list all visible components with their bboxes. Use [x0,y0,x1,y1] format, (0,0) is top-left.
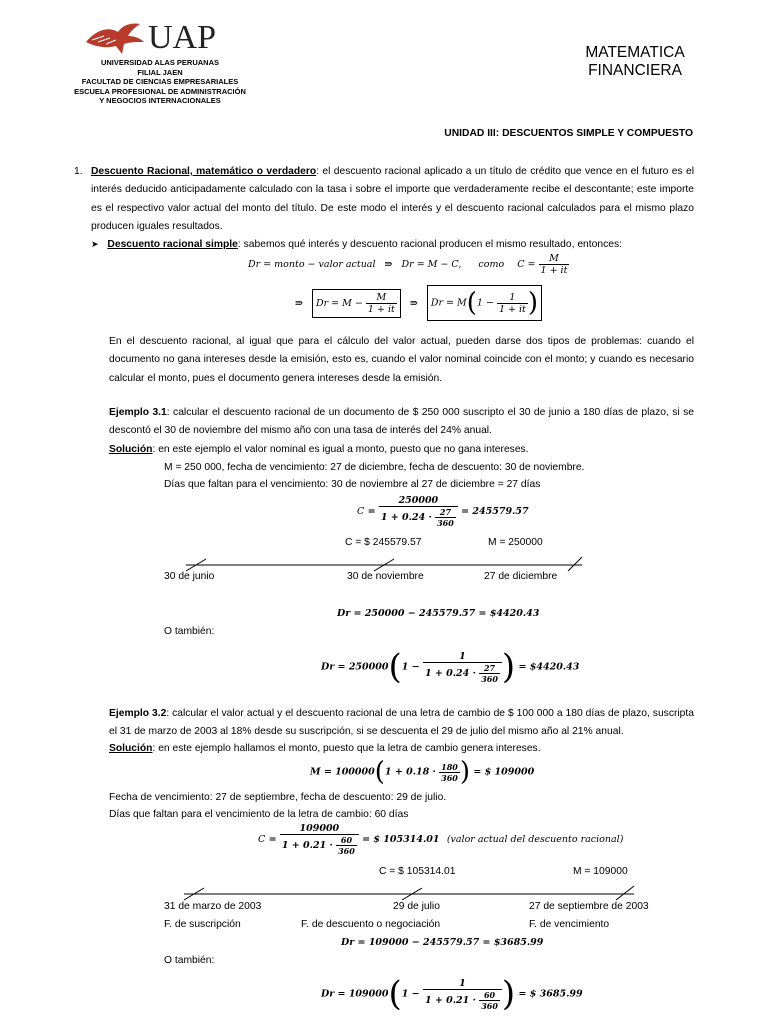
numerator: 60 [336,835,357,846]
ejemplo2-solution [109,740,694,758]
numerator: 109000 [280,823,359,835]
formula-row1 [248,253,569,276]
numerator: M [366,292,397,304]
denominator: 360 [481,1000,498,1011]
subsection-title: Descuento racional simple [107,239,238,250]
arrow-icon: ⇛ [384,259,393,270]
arrow-icon: ⇛ [295,297,303,309]
numerator: 27 [435,507,456,518]
fraction [539,253,570,276]
ejemplo1-solution [109,441,694,459]
denominator [379,507,458,528]
timeline2-sublabel2: F. de descuento o negociación [301,919,441,930]
fraction [280,823,359,856]
section1-text: : el descuento racional aplicado a un título de crédito que vence en el futuro es el interés deducido anticipadamente calculado con la tasa i sobre el importe que verdaderamente recibe el descontante; este importe es el respectivo valor actual del monto del título. De este modo el interés y el descuento racional calculados para el mismo plazo producen iguales resultados. [91,166,695,233]
fraction [479,990,500,1011]
denominator [423,990,502,1011]
subsection-text: : sabemos qué interés y descuento racional producen el mismo resultado, entonces: [237,239,622,250]
fraction [379,495,458,528]
section1-title: Descuento Racional, matemático o verdadero [91,166,317,177]
section1-paragraph [91,163,694,237]
formula-box1 [312,289,401,318]
numerator: 250000 [379,495,458,507]
denominator: 360 [441,772,458,783]
c-note: (valor actual del descuento racional) [446,834,624,845]
formula-c-eq: C = [517,259,536,270]
numerator: 180 [441,761,458,772]
numerator: 60 [479,990,500,1001]
fraction [439,762,460,783]
ejemplo1-text: : calcular el descuento racional de un documento de $ 250 000 suscripto el 30 de junio a 180 días de plazo, si se descontó el 30 de noviembre del mismo año con una tasa de interés del 24% anual. [109,407,694,437]
course-line1: MATEMATICA [585,44,685,61]
formula-dr-def: Dr = monto − valor actual [248,259,376,270]
ejemplo1-o-tambien: O también: [164,626,215,637]
ejemplo1-m-label: M = 250000 [488,537,543,548]
ejemplo2-m-label: M = 109000 [573,866,628,877]
denominator: 360 [437,518,454,528]
institution-line: FACULTAD DE CIENCIAS EMPRESARIALES [81,77,239,86]
fraction [497,292,528,315]
formula-dr-mc: Dr = M − C, [401,259,462,270]
timeline2-sublabel1: F. de suscripción [164,919,241,930]
formula-text: 1 − [476,297,494,309]
numerator: 1 [423,651,502,663]
ejemplo1-line1: M = 250 000, fecha de vencimiento: 27 de diciembre, fecha de descuento: 30 de noviembre. [164,462,585,473]
fraction [366,292,397,315]
numerator: 1 [497,292,528,304]
eagle-icon [84,20,146,56]
brand-text: UAP [148,19,217,56]
dr2-result: = $4420.43 [518,661,580,673]
section1-number: 1. [74,166,83,177]
solution-text: : en este ejemplo hallamos el monto, puesto que la letra de cambio genera intereses. [152,743,541,754]
denominator: 1 + it [540,265,568,276]
numerator: 27 [479,663,500,674]
ejemplo2-dr: Dr = 109000 − 245579.57 = $3685.99 [341,937,544,948]
institution-line: FILIAL JAEN [137,67,183,77]
den-text: 1 + 0.24 · [380,512,432,523]
denominator: 1 + it [367,303,395,315]
course-title [560,44,710,80]
ejemplo1-dr: Dr = 250000 − 245579.57 = $4420.43 [337,608,540,619]
solution-label: Solución [109,444,153,455]
dr2-result: = $ 3685.99 [518,988,583,1000]
solution-label: Solución [109,743,153,754]
ejemplo1-c-label: C = $ 245579.57 [345,537,422,548]
ejemplo2-c-label: C = $ 105314.01 [379,866,456,877]
institution-line: Y NEGOCIOS INTERNACIONALES [99,96,221,105]
formula-text: Dr = M [430,297,467,309]
course-line2: FINANCIERA [588,62,682,79]
fraction [435,507,456,528]
fraction [479,663,500,684]
den-text: 1 + 0.24 · [424,667,476,679]
formula-text: Dr = M − [316,297,363,309]
timeline2-label3: 27 de septiembre de 2003 [529,901,649,912]
c-result: = 245579.57 [461,506,529,517]
subsection-line [91,235,691,254]
ejemplo2-line2: Días que faltan para el vencimiento de la letra de cambio: 60 días [109,809,409,820]
denominator: 1 + it [498,303,526,315]
institution-line: UNIVERSIDAD ALAS PERUANAS [100,58,220,67]
denominator [280,835,359,856]
m-inner: 1 + 0.18 · [384,766,436,778]
arrow-icon: ⇛ [409,297,418,309]
formula-row2 [295,285,542,321]
solution-text: : en este ejemplo el valor nominal es igual a monto, puesto que no gana intereses. [152,444,529,455]
fraction [423,978,502,1011]
dr2-text: Dr = 250000 [321,661,389,673]
m-result: = $ 109000 [473,766,535,778]
numerator: M [539,253,570,265]
bullet-icon: ➤ [91,239,99,249]
fraction [423,651,502,684]
timeline2-sublabel3: F. de vencimiento [529,919,610,930]
section1-paragraph2: En el descuento racional, al igual que para el cálculo del valor actual, pueden darse dos tipos de problemas: cuando el documento no gana intereses desde la emisión, esto es, cuando el valor nominal coincide con el monto; y cuando es necesario calcular el monto, pues el documento genera intereses desde la emisión. [109,336,694,384]
fraction [336,835,357,856]
ejemplo1-label: Ejemplo 3.1 [109,407,167,418]
ejemplo2-statement [109,705,694,742]
ejemplo1-c-formula: C = 250000 1 + 0.24 · $\frac{27}{360}$ = 245579.57 [357,495,529,528]
ejemplo2-o-tambien: O también: [164,955,215,966]
timeline1-label1: 30 de junio [164,571,215,582]
ejemplo1-dr2: Dr = 250000(1 − 1 1 + 0.24 · $\frac{27}{360}$ ) = $4420.43 [321,647,580,687]
ejemplo1-statement [109,404,694,441]
timeline2-label2: 29 de julio [393,901,440,912]
c-result: = $ 105314.01 [362,834,440,845]
dr2-text: Dr = 109000 [321,988,389,1000]
timeline1-label3: 27 de diciembre [484,571,558,582]
denominator: 360 [338,846,355,856]
denominator [423,663,502,684]
ejemplo2-label: Ejemplo 3.2 [109,708,167,719]
formula-box2: Dr = M(1 − $\frac{1}{1 + it}$ ) [427,285,542,321]
institution-line: ESCUELA PROFESIONAL DE ADMINISTRACIÓN [74,86,246,96]
unit-title: UNIDAD III: DESCUENTOS SIMPLE Y COMPUESTO [444,128,693,139]
logo [84,20,244,60]
ejemplo2-dr2: Dr = 109000(1 − 1 1 + 0.21 · $\frac{60}{360}$ ) = $ 3685.99 [321,974,583,1014]
institution-block [60,58,260,106]
formula-como: como [478,259,505,270]
ejemplo2-c-formula: C = 109000 1 + 0.21 · $\frac{60}{360}$ = $ 105314.01 (valor actual del descuento racional) [258,823,624,856]
ejemplo2-line1: Fecha de vencimiento: 27 de septiembre, fecha de descuento: 29 de julio. [109,792,447,803]
den-text: 1 + 0.21 · [424,994,476,1006]
denominator: 360 [481,673,498,684]
ejemplo1-line2: Días que faltan para el vencimiento: 30 de noviembre al 27 de diciembre = 27 días [164,479,541,490]
timeline2-label1: 31 de marzo de 2003 [164,901,262,912]
timeline1-label2: 30 de noviembre [347,571,424,582]
ejemplo2-m-formula: M = 100000(1 + 0.18 · $\frac{180}{360}$ ) = $ 109000 [310,757,535,787]
ejemplo2-text: : calcular el valor actual y el descuento racional de una letra de cambio de $ 100 000 a 180 días de plazo, suscripta el 31 de marzo de 2003 al 18% desde su suscripción, si se descuenta el 29 de julio del mismo año al 21% anual. [109,708,695,738]
numerator: 1 [423,978,502,990]
m-text: M = 100000 [310,766,375,778]
den-text: 1 + 0.21 · [281,840,333,851]
